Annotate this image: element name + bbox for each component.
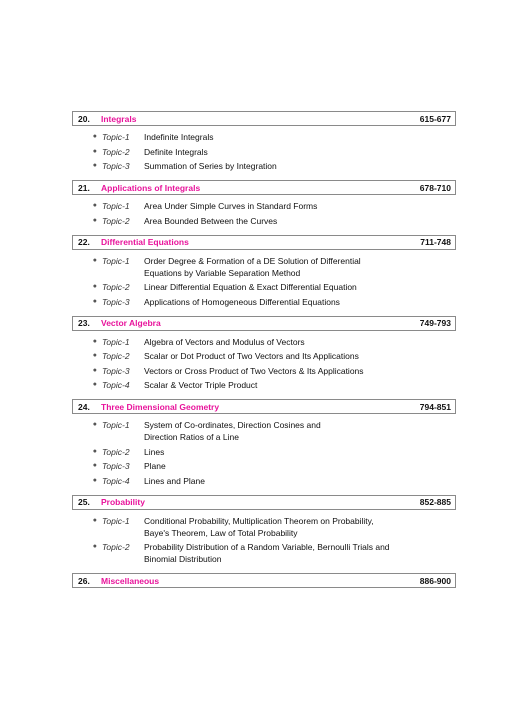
chapter-header[interactable] (72, 316, 456, 331)
chapter-pages: 852-885 (419, 497, 451, 507)
chapter-pages: 615-677 (419, 113, 451, 124)
topic-text: Applications of Homogeneous Differential Equations (144, 296, 340, 307)
chapter-header[interactable] (72, 235, 456, 250)
bullet-icon: ● (92, 283, 97, 290)
topic-label: Topic-2 (102, 542, 130, 552)
chapter-header[interactable] (72, 495, 456, 510)
topic-text: Algebra of Vectors and Modulus of Vectors (144, 336, 305, 347)
topic-list (72, 515, 456, 566)
topic-label: Topic-3 (102, 161, 130, 171)
topic-label: Topic-1 (102, 515, 130, 526)
topic-text: Order Degree & Formation of a DE Solution of Differential Equations by Variable Separation Method (144, 255, 361, 278)
bullet-icon: ● (92, 216, 97, 224)
topic-item[interactable] (72, 255, 456, 279)
topic-label: Topic-3 (102, 461, 130, 471)
topic-item[interactable] (72, 160, 456, 172)
chapter-25 (72, 495, 456, 566)
topic-text: Conditional Probability, Multiplication Theorem on Probability, Baye's Theorem, Law of Total Probability (144, 515, 374, 538)
bullet-icon: ● (92, 337, 97, 345)
chapter-26 (72, 573, 456, 588)
chapter-number: 24. (78, 401, 90, 412)
topic-item[interactable] (72, 131, 456, 143)
topic-text: Linear Differential Equation & Exact Differential Equation (144, 282, 357, 292)
topic-label: Topic-2 (102, 146, 130, 157)
topic-list (72, 255, 456, 308)
chapter-23 (72, 316, 456, 392)
chapter-20 (72, 111, 456, 172)
chapter-header[interactable] (72, 180, 456, 195)
topic-item[interactable] (72, 541, 456, 565)
topic-item[interactable] (72, 215, 456, 227)
topic-text: Probability Distribution of a Random Variable, Bernoulli Trials and Binomial Distribution (144, 542, 390, 564)
bullet-icon: ● (92, 462, 97, 469)
chapter-pages: 711-748 (420, 237, 451, 247)
topic-item[interactable] (72, 446, 456, 458)
bullet-icon: ● (92, 381, 97, 388)
chapter-pages: 678-710 (419, 182, 451, 193)
topic-label: Topic-1 (102, 255, 130, 266)
topic-text: Definite Integrals (144, 146, 208, 157)
topic-list (72, 131, 456, 172)
bullet-icon: ● (92, 516, 97, 524)
topic-item[interactable] (72, 460, 456, 472)
topic-item[interactable] (72, 365, 456, 377)
topic-item[interactable] (72, 336, 456, 348)
topic-item[interactable] (72, 475, 456, 487)
bullet-icon: ● (92, 202, 97, 209)
topic-label: Topic-1 (102, 132, 130, 142)
chapter-number: 21. (78, 182, 90, 193)
topic-label: Topic-1 (102, 201, 130, 211)
chapter-title: Vector Algebra (101, 318, 161, 328)
topic-item[interactable] (72, 281, 456, 293)
chapter-title: Three Dimensional Geometry (101, 401, 220, 412)
topic-text: Area Under Simple Curves in Standard Forms (144, 201, 318, 211)
table-of-contents (72, 111, 456, 596)
chapter-24 (72, 399, 456, 487)
chapter-number: 26. (78, 575, 90, 586)
topic-text: System of Co-ordinates, Direction Cosines and Direction Ratios of a Line (144, 420, 321, 442)
topic-text: Indefinite Integrals (144, 132, 214, 142)
topic-list (72, 200, 456, 227)
topic-item[interactable] (72, 515, 456, 539)
bullet-icon: ● (92, 476, 97, 484)
topic-item[interactable] (72, 296, 456, 308)
topic-list (72, 419, 456, 487)
topic-item[interactable] (72, 419, 456, 443)
bullet-icon: ● (92, 447, 97, 455)
topic-text: Scalar or Dot Product of Two Vectors and Its Applications (144, 351, 359, 361)
chapter-pages: 794-851 (419, 401, 451, 412)
chapter-header[interactable] (72, 399, 456, 414)
chapter-pages: 886-900 (419, 575, 451, 586)
chapter-21 (72, 180, 456, 227)
topic-text: Area Bounded Between the Curves (144, 215, 278, 226)
bullet-icon: ● (92, 421, 97, 428)
chapter-pages: 749-793 (419, 318, 451, 328)
chapter-title: Integrals (101, 113, 137, 124)
chapter-title: Miscellaneous (101, 575, 160, 586)
topic-text: Summation of Series by Integration (144, 161, 277, 171)
topic-item[interactable] (72, 200, 456, 212)
topic-label: Topic-4 (102, 475, 130, 486)
topic-item[interactable] (72, 146, 456, 158)
topic-label: Topic-1 (102, 420, 130, 430)
topic-label: Topic-2 (102, 446, 130, 457)
bullet-icon: ● (92, 133, 97, 140)
topic-text: Scalar & Vector Triple Product (144, 380, 258, 390)
topic-label: Topic-3 (102, 365, 130, 376)
bullet-icon: ● (92, 352, 97, 359)
bullet-icon: ● (92, 256, 97, 264)
topic-item[interactable] (72, 379, 456, 391)
topic-label: Topic-2 (102, 351, 130, 361)
bullet-icon: ● (92, 366, 97, 374)
chapter-22 (72, 235, 456, 308)
topic-label: Topic-4 (102, 380, 130, 390)
chapter-header[interactable] (72, 111, 456, 126)
bullet-icon: ● (92, 297, 97, 305)
topic-label: Topic-2 (102, 282, 130, 292)
chapter-number: 20. (78, 113, 90, 124)
chapter-title: Applications of Integrals (101, 182, 201, 193)
topic-label: Topic-1 (102, 336, 130, 347)
chapter-number: 25. (78, 497, 90, 507)
chapter-header[interactable] (72, 573, 456, 588)
chapter-number: 23. (78, 318, 90, 328)
topic-text: Lines (144, 446, 165, 457)
chapter-title: Probability (101, 497, 145, 507)
topic-list (72, 336, 456, 392)
topic-text: Lines and Plane (144, 475, 205, 486)
topic-text: Vectors or Cross Product of Two Vectors & Its Applications (144, 365, 364, 376)
chapter-number: 22. (78, 237, 90, 247)
topic-label: Topic-3 (102, 296, 130, 307)
topic-item[interactable] (72, 350, 456, 362)
bullet-icon: ● (92, 543, 97, 550)
topic-text: Plane (144, 461, 166, 471)
bullet-icon: ● (92, 147, 97, 155)
chapter-title: Differential Equations (101, 237, 189, 247)
topic-label: Topic-2 (102, 215, 130, 226)
bullet-icon: ● (92, 162, 97, 169)
